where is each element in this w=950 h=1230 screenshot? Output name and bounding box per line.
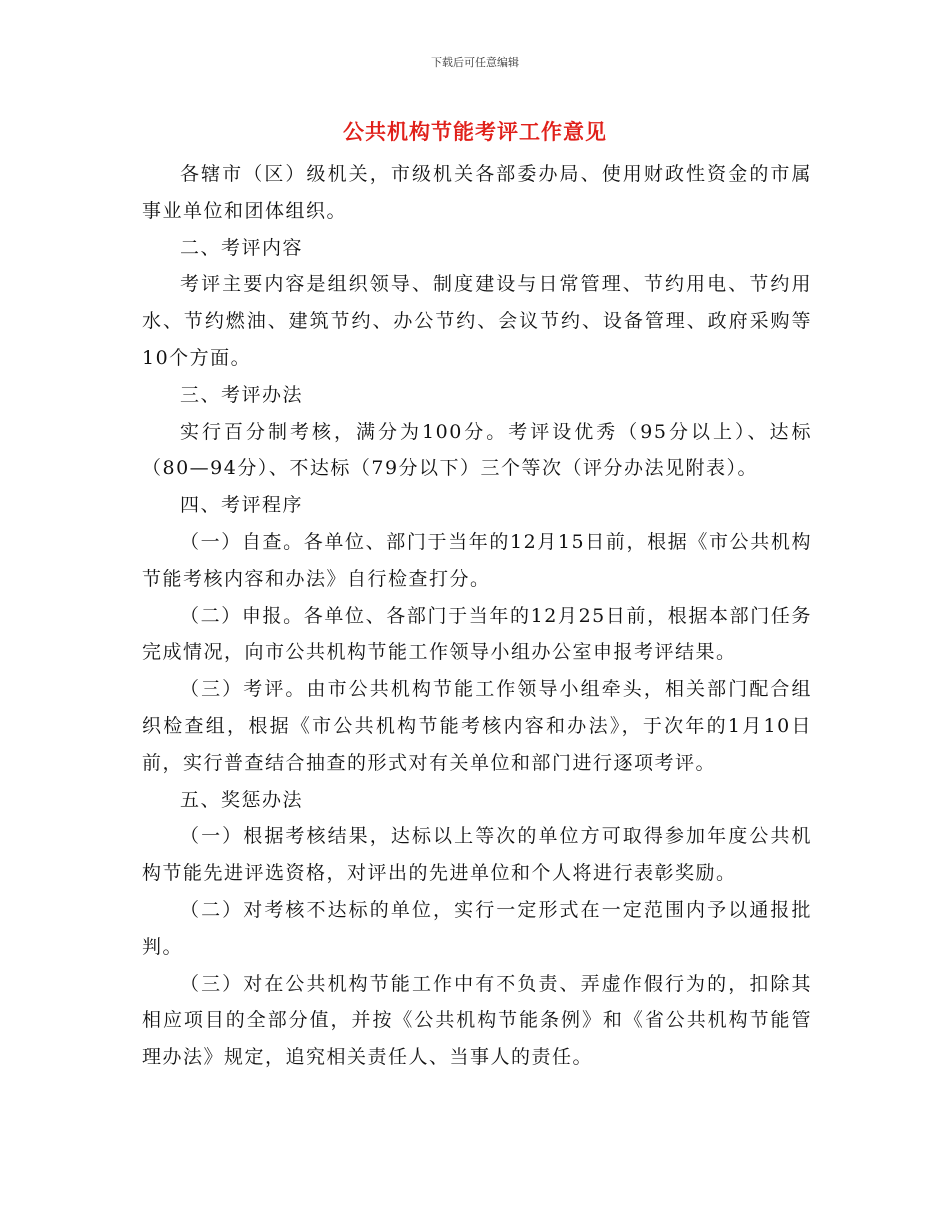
section-heading: 三、考评办法 bbox=[180, 383, 304, 406]
paragraph: 实行百分制考核，满分为100分。考评设优秀（95分以上）、达标（80—94分）、不达标（79分以下）三个等次（评分办法见附表）。 bbox=[142, 420, 812, 480]
paragraph: 各辖市（区）级机关，市级机关各部委办局、使用财政性资金的市属事业单位和团体组织。 bbox=[142, 163, 812, 222]
paragraph: （一）根据考核结果，达标以上等次的单位方可取得参加年度公共机构节能先进评选资格，对评出的先进单位和个人将进行表彰奖励。 bbox=[142, 825, 812, 885]
section-heading: 五、奖惩办法 bbox=[180, 788, 304, 811]
paragraph: （二）对考核不达标的单位，实行一定形式在一定范围内予以通报批判。 bbox=[142, 898, 812, 958]
document-body bbox=[142, 156, 812, 1076]
paragraph: （三）对在公共机构节能工作中有不负责、弄虚作假行为的，扣除其相应项目的全部分值，并按《公共机构节能条例》和《省公共机构节能管理办法》规定，追究相关责任人、当事人的责任。 bbox=[142, 972, 812, 1069]
paragraph: （三）考评。由市公共机构节能工作领导小组牵头，相关部门配合组织检查组，根据《市公共机构节能考核内容和办法》，于次年的1月10日前，实行普查结合抽查的形式对有关单位和部门进行逐项考评。 bbox=[142, 678, 812, 774]
section-heading: 四、考评程序 bbox=[180, 494, 304, 517]
paragraph: （二）申报。各单位、各部门于当年的12月25日前，根据本部门任务完成情况，向市公共机构节能工作领导小组办公室申报考评结果。 bbox=[142, 604, 812, 664]
section-heading: 二、考评内容 bbox=[180, 236, 304, 259]
header-note: 下载后可任意编辑 bbox=[431, 56, 519, 69]
document-title: 公共机构节能考评工作意见 bbox=[343, 120, 607, 144]
paragraph: 考评主要内容是组织领导、制度建设与日常管理、节约用电、节约用水、节约燃油、建筑节约、办公节约、会议节约、设备管理、政府采购等10个方面。 bbox=[142, 273, 812, 369]
paragraph: （一）自查。各单位、部门于当年的12月15日前，根据《市公共机构节能考核内容和办法》自行检查打分。 bbox=[142, 530, 812, 590]
